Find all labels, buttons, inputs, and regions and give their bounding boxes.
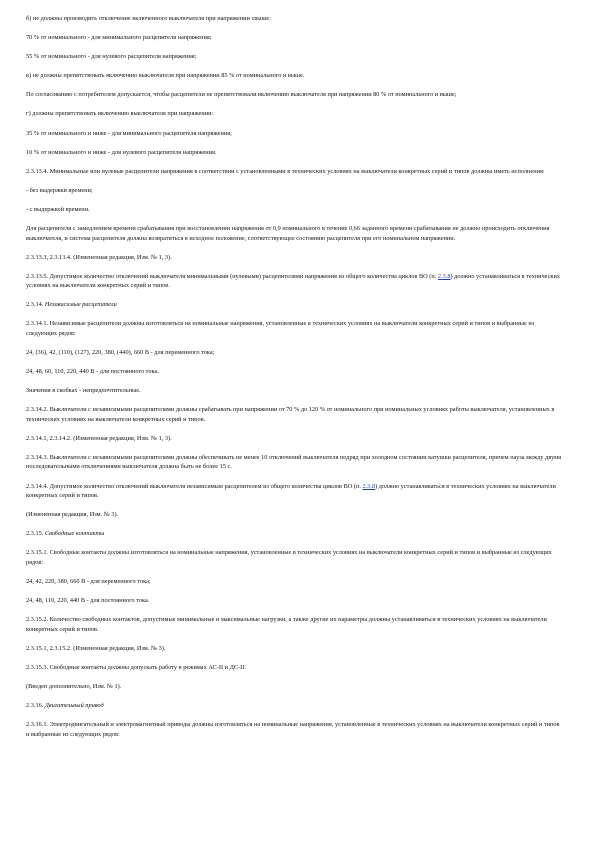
paragraph-text: 2.3.16. [26, 702, 45, 709]
paragraph: 2.3.13.4. Минимальные или нулевые расцепители напряжения в соответствии с установленными в технических условиях на выключатели конкретных серий и типов должны иметь исполнения: [26, 167, 545, 175]
paragraph: (Введен дополнительно, Изм. № 1). [26, 682, 122, 690]
paragraph-text: 2.3.14.4. Допустимое количество отключений выключателя независимым расцепителем из общего количества циклов ВО (п. [26, 482, 363, 490]
paragraph-text: ) должно устанавливаться в технических условиях на выключатели конкретных серий и типов. [26, 482, 556, 500]
clause-link[interactable]: 2.3.8 [362, 482, 376, 490]
paragraph [26, 701, 562, 711]
section-heading-text: Свободные контакты [44, 530, 105, 538]
paragraph: Для расцепителя с замедлением времени срабатывания при восстановлении напряжения от 0,9 номинального в течение 0,66 заданного времени срабатывания не должно происходить отключения выключателя, и система расцепителя должна возвратиться в исходное положение, соответствующее состоянию расцепителя при его номинальном напряжении. [26, 225, 550, 242]
paragraph: - без выдержки времени; [26, 186, 93, 194]
paragraph [26, 272, 562, 291]
section-heading-text: Независимые расцепители [44, 301, 117, 309]
paragraph-text: ) должно устанавливаться в технических условиях на выключатели конкретных серий и типов. [26, 272, 560, 290]
paragraph: 2.3.14.1. Независимые расцепители должны изготовляться на номинальные напряжения, установленные в технических условиях на выключатели конкретных серий и типов и выбранные из следующих рядов: [26, 320, 535, 337]
paragraph: в) не должны препятствовать включению выключателя при напряжении 85 % от номинального и выше. [26, 72, 305, 80]
document-body [26, 14, 562, 749]
paragraph: (Измененная редакция, Изм. № 3). [26, 511, 119, 519]
paragraph: 70 % от номинального - для минимального расцепителя напряжения; [26, 34, 212, 42]
paragraph: г) должны препятствовать включению выключателя при напряжении: [26, 110, 214, 118]
paragraph-text: 2.3.14. [26, 301, 45, 309]
paragraph: 55 % от номинального - для нулевого расцепителя напряжения; [26, 53, 197, 61]
paragraph: 2.3.15.3. Свободные контакты должны допускать работу в режимах АС-II и ДС-II. [26, 663, 246, 671]
paragraph: 2.3.15.2. Количество свободных контактов, допустимые минимальные и максимальные нагрузки, а также другие их параметры должны устанавливаться в технических условиях на выключатели конкретных серий и типов. [26, 616, 547, 633]
paragraph [26, 300, 562, 310]
paragraph: 2.3.16.1. Электродвигательный и электромагнитный приводы должны изготовляться на номинальные напряжения, установленные в технических условиях на выключатели конкретных серий и типов и выбранные из следующих рядов: [26, 721, 560, 738]
paragraph: 2.3.14.1, 2.3.14.2. (Измененная редакция, Изм. № 1, 3). [26, 434, 172, 442]
clause-link[interactable]: 2.3.8 [437, 272, 451, 280]
paragraph: 24, (36), 42, (110), (127), 220, 380, (440), 660 В - для переменного тока; [26, 349, 215, 356]
paragraph: 24, 48, 60, 110, 220, 440 В - для постоянного тока. [26, 368, 159, 376]
paragraph: - с выдержкой времени. [26, 205, 90, 213]
paragraph: 24, 48, 110, 220, 440 В - для постоянного тока. [26, 597, 150, 605]
paragraph [26, 482, 562, 501]
paragraph: 2.3.14.3. Выключатели с независимыми расцепителями должны обеспечивать не менее 10 отключений выключателя подряд при холодном состоянии катушки расцепителя, причем пауза между двумя последовательными отключениями выключателя должна быть не более 15 с. [26, 453, 562, 471]
paragraph: 24, 42, 220, 380, 660 В - для переменного тока; [26, 577, 151, 585]
paragraph: 10 % от номинального и ниже - для нулевого расцепителя напряжения. [26, 148, 217, 156]
paragraph [26, 529, 562, 539]
section-heading-text: Двигательный привод [44, 702, 104, 709]
paragraph: 2.3.13.3, 2.3.13.4. (Измененная редакция, Изм. № 1, 3). [26, 253, 172, 261]
paragraph-text: 2.3.15. [26, 530, 45, 538]
paragraph: б) не должны производить отключение включенного выключателя при напряжении свыше: [26, 15, 271, 22]
paragraph: По согласованию с потребителем допускается, чтобы расцепители не препятствовали включению выключателя при напряжении 80 % от номинального и выше; [26, 91, 457, 99]
paragraph: 2.3.14.2. Выключатели с независимыми расцепителями должны срабатывать при напряжении от 70 % до 120 % от номинального при номинальных условиях работы выключателя, установленных в технических условиях на выключатели конкретных серий и типов. [26, 406, 555, 423]
paragraph: 2.3.15.1. Свободные контакты должны изготовляться на номинальные напряжения, установленные в технических условиях на выключатели конкретных серий и типов и выбранные из следующих рядов: [26, 549, 552, 566]
paragraph: 35 % от номинального и ниже - для минимального расцепителя напряжения; [26, 129, 232, 137]
paragraph-text: 2.3.13.5. Допустимое количество отключений выключателя минимальными (нулевыми) расцепителями напряжения из общего количества циклов ВО (п. [26, 272, 438, 280]
paragraph: 2.3.15.1, 2.3.15.2. (Измененная редакция, Изм. № 3). [26, 644, 166, 652]
paragraph: Значения в скобках - непредпочтительные. [26, 387, 141, 395]
